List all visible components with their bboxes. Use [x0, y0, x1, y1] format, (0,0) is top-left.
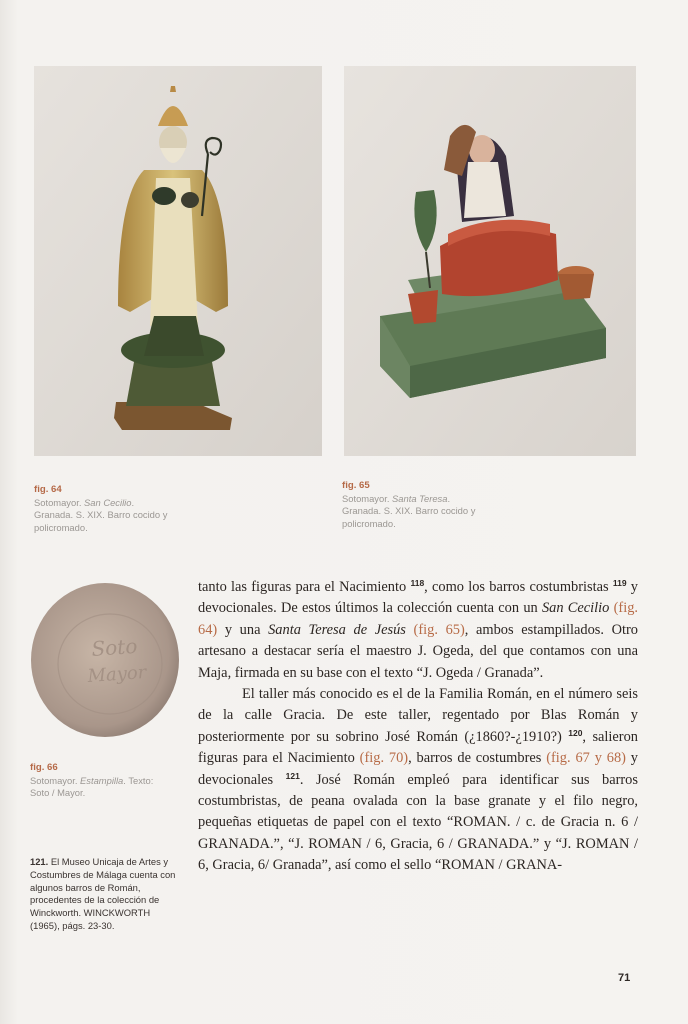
figure-number: fig. 65 [342, 480, 370, 491]
text-run: y una [217, 621, 269, 638]
text-run: y devocionales. De estos últimos la colección cuenta con un [198, 579, 638, 617]
title-san-cecilio: San Cecilio [541, 600, 610, 617]
text-run: , ambos estampillados. Otro artesano a destacar sería el maestro J. Ogeda, del que contamos con una Maja, firmada en su base con el texto “J. Ogeda / Granada”. [198, 621, 638, 681]
stamp-text-mayor: Mayor [86, 661, 147, 687]
footnote-ref-119[interactable]: 119 [612, 578, 627, 588]
figure-title: San Cecilio [84, 496, 132, 508]
page-number: 71 [618, 972, 631, 984]
figure-title: Estampilla [80, 774, 124, 786]
footnote-number: 121. [30, 856, 49, 867]
figure-author: Sotomayor. [30, 774, 78, 786]
figure-details: Granada. S. XIX. Barro cocido y policromado. [342, 505, 476, 529]
figure-64-photo [34, 66, 322, 456]
figure-64-caption [34, 484, 184, 534]
fig-ref-64[interactable]: (fig. 64) [198, 600, 639, 638]
fig-ref-65[interactable]: (fig. 65) [405, 621, 465, 638]
text-run: El taller más conocido es el de la Familia Román, en el número seis de la calle Gracia. De este taller, regentado por Blas Román y posteriormente por su sobrino José Román (¿1860?-¿1910?) [198, 686, 638, 745]
text-run: , barros de costumbres [408, 750, 547, 767]
title-santa-teresa: Santa Teresa de Jesús [268, 621, 406, 638]
figure-65-photo [344, 66, 636, 456]
paragraph-2 [198, 684, 638, 877]
figure-author: Sotomayor. [342, 492, 390, 504]
body-text [198, 577, 638, 877]
fig-ref-70[interactable]: (fig. 70) [359, 750, 409, 767]
figure-details: Soto / Mayor. [30, 787, 86, 799]
figure-title: Santa Teresa [392, 492, 448, 504]
footnote-ref-121[interactable]: 121 [285, 770, 300, 781]
footnote-text: El Museo Unicaja de Artes y Costumbres de Málaga cuenta con algunos barros de Román, procedentes de la colección de Winckworth. WINCKWORTH (1965), págs. 23-30. [30, 856, 176, 931]
figure-66-photo [30, 582, 180, 738]
figure-title-punct: . Texto: [123, 774, 154, 786]
footnote-ref-118[interactable]: 118 [410, 578, 425, 588]
figure-title-punct: . [447, 492, 451, 504]
footnote-121 [30, 856, 180, 933]
text-run: , como los barros costumbristas [424, 579, 613, 595]
fig-ref-67-68[interactable]: (fig. 67 y 68) [546, 750, 626, 767]
stamp-text-soto: Soto [90, 633, 139, 661]
figure-number: fig. 64 [34, 484, 62, 495]
figure-number: fig. 66 [30, 762, 58, 773]
text-run: y devocionales [198, 750, 638, 788]
text-run: tanto las figuras para el Nacimiento [198, 579, 411, 595]
figure-65-caption [342, 480, 502, 530]
figure-author: Sotomayor. [34, 496, 82, 508]
figure-details: Granada. S. XIX. Barro cocido y policromado. [34, 509, 168, 533]
text-run: , salieron figuras para el Nacimiento [198, 728, 638, 767]
figure-title-punct: . [131, 496, 135, 508]
footnote-ref-120[interactable]: 120 [568, 727, 583, 738]
text-run: . José Román empleó para identificar sus barros costumbristas, de peana ovalada con la base granate y el filo negro, pequeñas etiquetas de papel con el texto “ROMAN. / c. de Gracia n. 6 / GRANADA.”, “J. ROMAN / 6, Gracia, 6 / GRANADA.” y “J. ROMAN / 6, Gracia, 6/ Granada”, así como el sello “ROMAN / GRANA- [198, 771, 638, 874]
figure-66-caption [30, 762, 180, 800]
paragraph-1 [198, 577, 638, 684]
